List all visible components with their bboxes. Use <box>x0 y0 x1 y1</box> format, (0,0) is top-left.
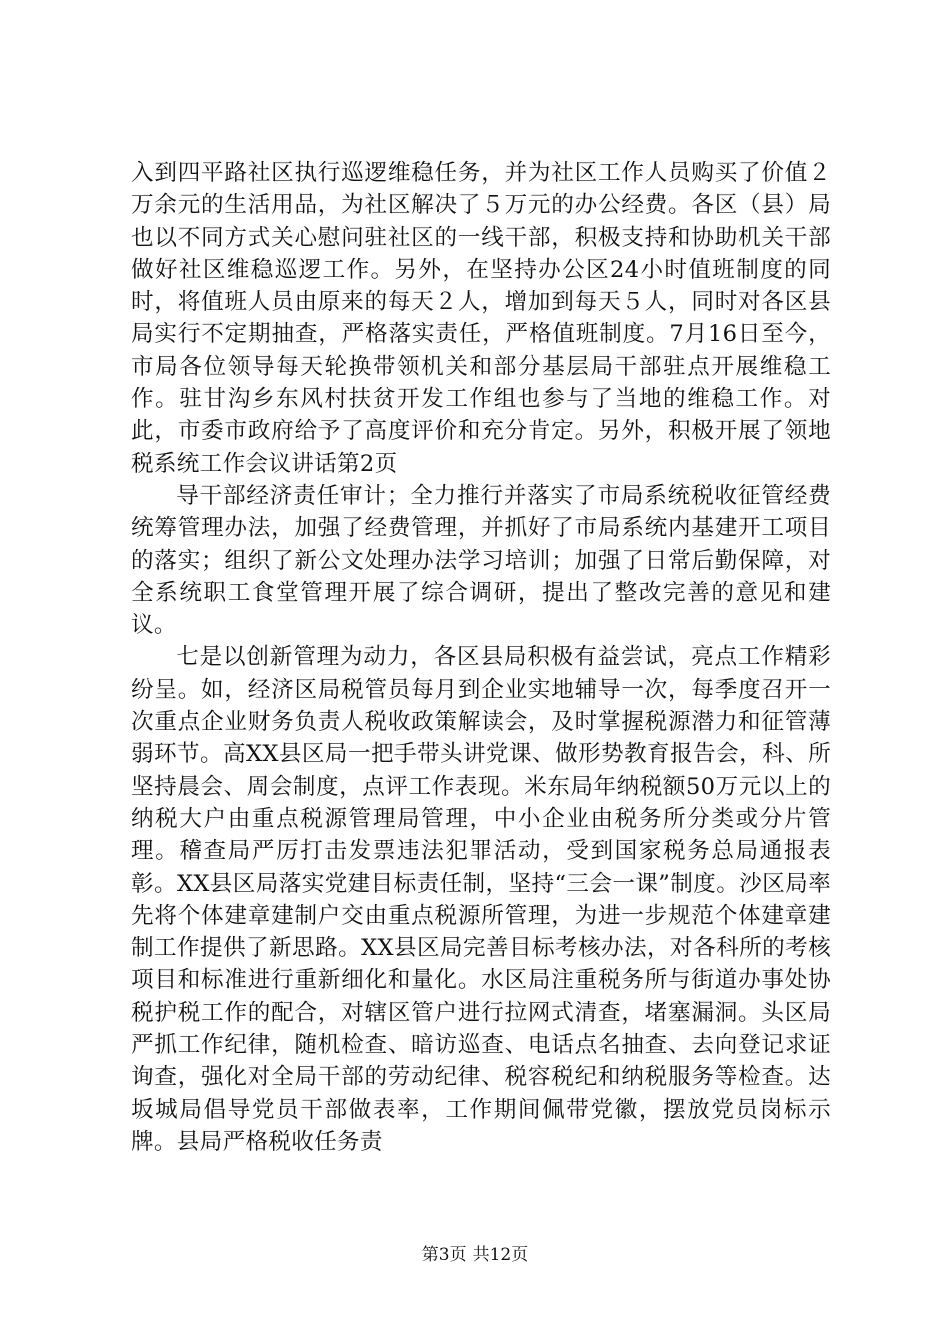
body-text <box>131 157 831 1158</box>
paragraph-3: 七是以创新管理为动力，各区县局积极有益尝试，亮点工作精彩纷呈。如，经济区局税管员每月到企业实地辅导一次，每季度召开一次重点企业财务负责人税收政策解读会，及时掌握税源潜力和征管薄弱环节。高XX县区局一把手带头讲党课、做形势教育报告会，科、所坚持晨会、周会制度，点评工作表现。米东局年纳税额50万元以上的纳税大户由重点税源管理局管理，中小企业由税务所分类或分片管理。稽查局严厉打击发票违法犯罪活动，受到国家税务总局通报表彰。XX县区局落实党建目标责任制，坚持“三会一课”制度。沙区局率先将个体建章建制户交由重点税源所管理，为进一步规范个体建章建制工作提供了新思路。XX县区局完善目标考核办法，对各科所的考核项目和标准进行重新细化和量化。水区局注重税务所与街道办事处协税护税工作的配合，对辖区管户进行拉网式清查，堵塞漏洞。头区局严抓工作纪律，随机检查、暗访巡查、电话点名抽查、去向登记求证询查，强化对全局干部的劳动纪律、税容税纪和纳税服务等检查。达坂城局倡导党员干部做表率，工作期间佩带党徽，摆放党员岗标示牌。县局严格税收任务责 <box>131 644 832 1155</box>
paragraph-2: 导干部经济责任审计；全力推行并落实了市局系统税收征管经费统筹管理办法，加强了经费管理，并抓好了市局系统内基建开工项目的落实；组织了新公文处理办法学习培训；加强了日常后勤保障，对全系统职工食堂管理开展了综合调研，提出了整改完善的意见和建议。 <box>131 482 831 639</box>
page-total: 共12页 <box>472 1245 529 1265</box>
paragraph-1: 入到四平路社区执行巡逻维稳任务，并为社区工作人员购买了价值２万余元的生活用品，为社区解决了５万元的办公经费。各区（县）局也以不同方式关心慰问驻社区的一线干部，积极支持和协助机关干部做好社区维稳巡逻工作。另外，在坚持办公区24小时值班制度的同时，将值班人员由原来的每天２人，增加到每天５人，同时对各区县局实行不定期抽查，严格落实责任，严格值班制度。7月16日至今，市局各位领导每天轮换带领机关和部分基层局干部驻点开展维稳工作。驻甘沟乡东风村扶贫开发工作组也参与了当地的维稳工作。对此，市委市政府给予了高度评价和充分肯定。另外，积极开展了领地税系统工作会议讲话第2页 <box>131 160 831 477</box>
page-footer <box>0 1245 950 1265</box>
page-number: 第3页 <box>421 1245 467 1265</box>
